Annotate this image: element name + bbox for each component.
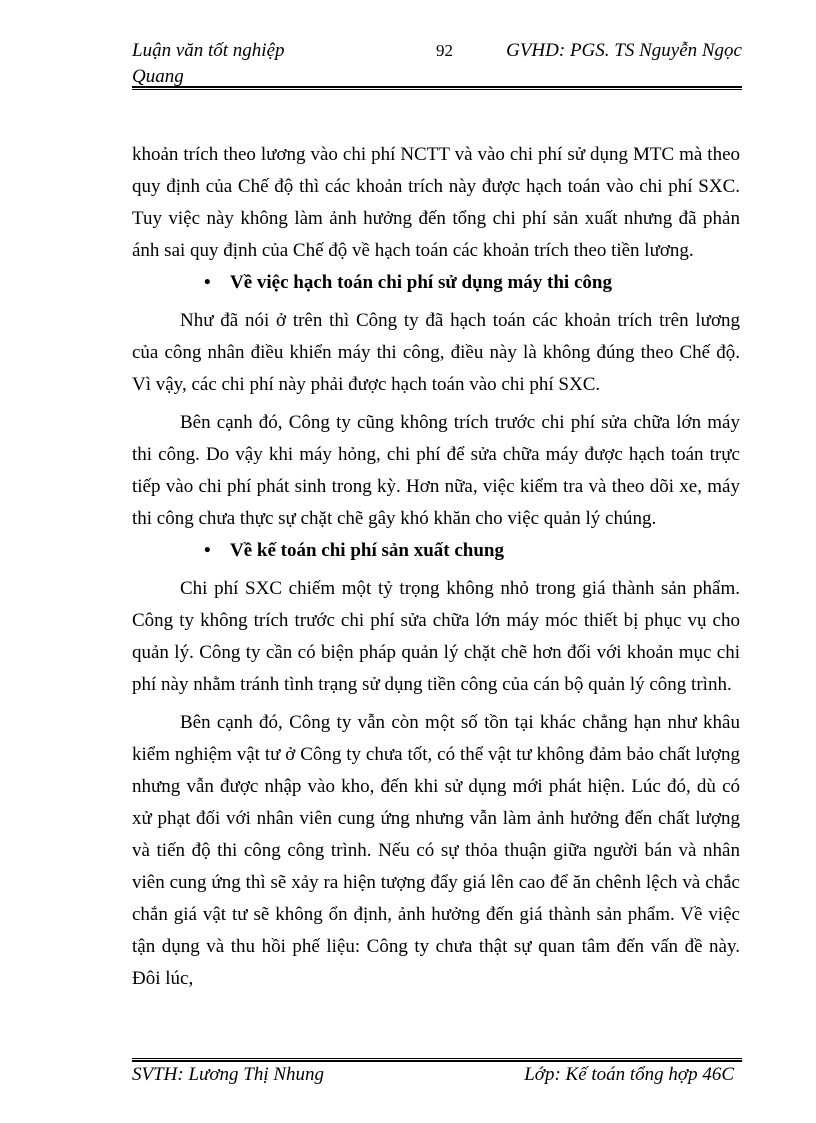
header-divider <box>132 86 742 90</box>
paragraph-2: Như đã nói ở trên thì Công ty đã hạch toán các khoản trích trên lương của công nhân điều khiển máy thi công, điều này là không đúng theo Chế độ. Vì vậy, các chi phí này phải được hạch toán vào chi phí SXC. <box>132 310 740 395</box>
heading-text: Về việc hạch toán chi phí sử dụng máy thi công <box>230 272 612 293</box>
section-heading-machine-costs <box>132 267 740 299</box>
bullet-icon: • <box>204 540 211 561</box>
header-advisor: GVHD: PGS. TS Nguyễn Ngọc <box>506 40 742 61</box>
header-thesis-line2: Quang <box>132 66 184 87</box>
section-heading-overhead-costs <box>132 535 740 567</box>
footer-student: SVTH: Lương Thị Nhung <box>132 1064 325 1085</box>
footer-class: Lớp: Kế toán tổng hợp 46C <box>524 1064 734 1085</box>
body-text <box>132 139 740 995</box>
bullet-icon: • <box>204 272 211 293</box>
header-thesis-label <box>132 38 332 90</box>
paragraph-4: Chi phí SXC chiếm một tỷ trọng không nhỏ trong giá thành sản phẩm. Công ty không trích trước chi phí sửa chữa lớn máy móc thiết bị phục vụ cho quản lý. Công ty cần có biện pháp quản lý chặt chẽ hơn đối với khoản mục chi phí này nhằm tránh tình trạng sử dụng tiền công của cán bộ quản lý công trình. <box>132 578 740 695</box>
page-number: 92 <box>436 41 453 60</box>
header-thesis-line1: Luận văn tốt nghiệp <box>132 40 285 61</box>
paragraph-5: Bên cạnh đó, Công ty vẫn còn một số tồn tại khác chẳng hạn như khâu kiểm nghiệm vật tư ở Công ty chưa tốt, có thể vật tư không đảm bảo chất lượng nhưng vẫn được nhập vào kho, đến khi sử dụng mới phát hiện. Lúc đó, dù có xử phạt đối với nhân viên cung ứng nhưng vẫn làm ảnh hưởng đến chất lượng và tiến độ thi công công trình. Nếu có sự thỏa thuận giữa người bán và nhân viên cung ứng thì sẽ xảy ra hiện tượng đẩy giá lên cao để ăn chênh lệch và chắc chắn giá vật tư sẽ không ổn định, ảnh hưởng đến giá thành sản phẩm. Về việc tận dụng và thu hồi phế liệu: Công ty chưa thật sự quan tâm đến vấn đề này. Đôi lúc, <box>132 712 740 989</box>
heading-text: Về kế toán chi phí sản xuất chung <box>230 540 504 561</box>
paragraph-3: Bên cạnh đó, Công ty cũng không trích trước chi phí sửa chữa lớn máy thi công. Do vậy khi máy hỏng, chi phí để sửa chữa máy được hạch toán trực tiếp vào chi phí phát sinh trong kỳ. Hơn nữa, việc kiểm tra và theo dõi xe, máy thi công chưa thực sự chặt chẽ gây khó khăn cho việc quản lý chúng. <box>132 412 740 529</box>
paragraph-1: khoản trích theo lương vào chi phí NCTT và vào chi phí sử dụng MTC mà theo quy định của Chế độ thì các khoản trích này được hạch toán vào chi phí SXC. Tuy việc này không làm ảnh hưởng đến tổng chi phí sản xuất nhưng đã phản ánh sai quy định của Chế độ về hạch toán các khoản trích theo tiền lương. <box>132 144 740 261</box>
page-header <box>132 38 742 88</box>
